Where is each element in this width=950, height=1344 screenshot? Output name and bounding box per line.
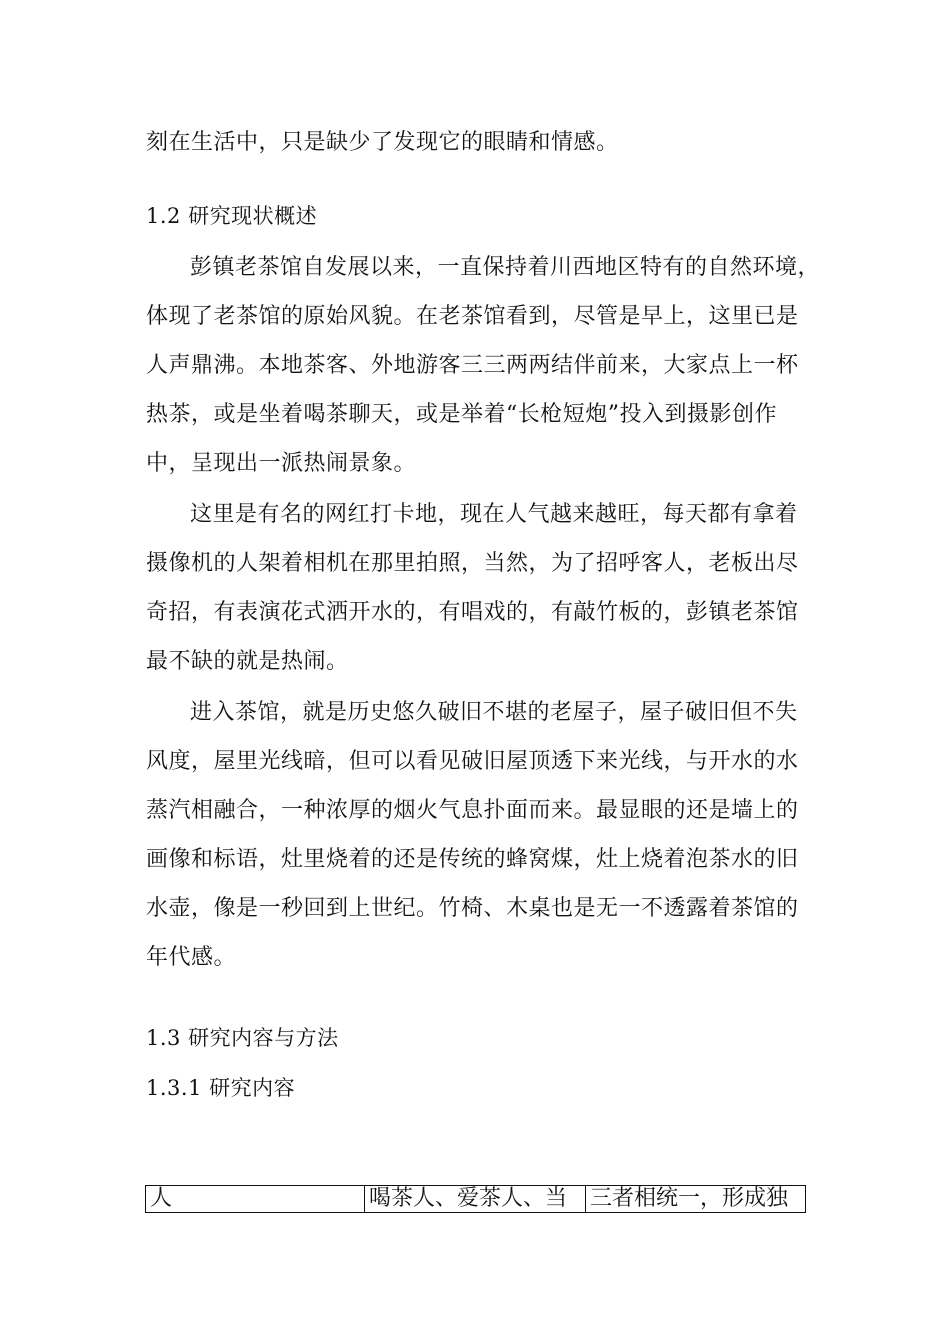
research-content-table — [145, 1185, 806, 1213]
subsection-heading-1-3-1: 1.3.1 研究内容 — [146, 1076, 296, 1100]
text-line: 水壶，像是一秒回到上世纪。竹椅、木桌也是无一不透露着茶馆的 — [146, 896, 799, 921]
continuation-paragraph — [146, 118, 806, 167]
text-line: 彭镇老茶馆自发展以来，一直保持着川西地区特有的自然环境， — [190, 255, 821, 280]
text-line: 这里是有名的网红打卡地，现在人气越来越旺，每天都有拿着 — [190, 502, 798, 527]
text-line: 刻在生活中，只是缺少了发现它的眼睛和情感。 — [146, 130, 619, 155]
text-line: 蒸汽相融合，一种浓厚的烟火气息扑面而来。最显眼的还是墙上的 — [146, 798, 799, 823]
paragraph-1 — [146, 243, 821, 488]
text-line: 体现了老茶馆的原始风貌。在老茶馆看到，尽管是早上，这里已是 — [146, 304, 799, 329]
table-cell: 喝茶人、爱茶人、当 — [365, 1186, 586, 1213]
text-line: 画像和标语，灶里烧着的还是传统的蜂窝煤，灶上烧着泡茶水的旧 — [146, 847, 799, 872]
text-line: 奇招，有表演花式洒开水的，有唱戏的，有敲竹板的，彭镇老茶馆 — [146, 600, 799, 625]
table-row — [146, 1186, 806, 1213]
paragraph-3 — [146, 688, 806, 982]
text-line: 最不缺的就是热闹。 — [146, 649, 349, 674]
text-line: 年代感。 — [146, 945, 237, 970]
text-line: 进入茶馆，就是历史悠久破旧不堪的老屋子，屋子破旧但不失 — [190, 700, 798, 725]
text-line: 热茶，或是坐着喝茶聊天，或是举着“长枪短炮”投入到摄影创作 — [146, 402, 777, 427]
table-cell: 人 — [146, 1186, 365, 1213]
text-line: 风度，屋里光线暗，但可以看见破旧屋顶透下来光线，与开水的水 — [146, 749, 799, 774]
section-heading-1-2: 1.2 研究现状概述 — [146, 204, 318, 228]
text-line: 中，呈现出一派热闹景象。 — [146, 451, 417, 476]
paragraph-2 — [146, 490, 806, 686]
text-line: 人声鼎沸。本地茶客、外地游客三三两两结伴前来，大家点上一杯 — [146, 353, 799, 378]
text-line: 摄像机的人架着相机在那里拍照，当然，为了招呼客人，老板出尽 — [146, 551, 799, 576]
section-heading-1-3: 1.3 研究内容与方法 — [146, 1026, 339, 1050]
table-cell: 三者相统一，形成独 — [586, 1186, 806, 1213]
